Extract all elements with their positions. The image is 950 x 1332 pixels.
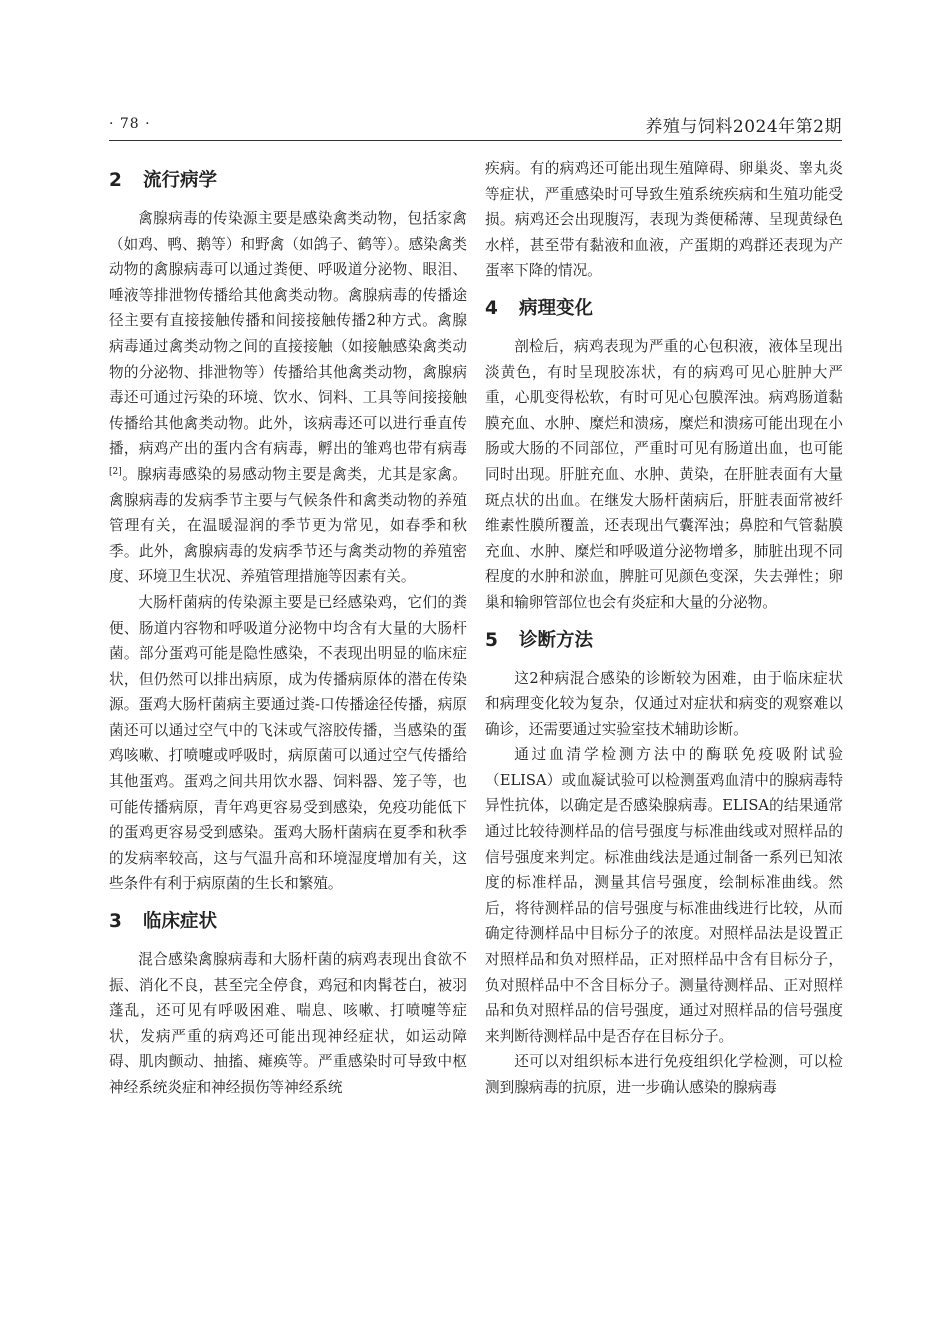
paragraph-clinical-symptoms-1: 混合感染禽腺病毒和大肠杆菌的病鸡表现出食欲不振、消化不良，甚至完全停食，鸡冠和肉髯苍白，被羽蓬乱，还可见有呼吸困难、喘息、咳嗽、打喷嚏等症状，发病严重的病鸡还可能出现神经症状，如运动障碍、肌肉颤动、抽搐、瘫痪等。严重感染时可导致中枢神经系统炎症和神经损伤等神经系统	[109, 951, 467, 1096]
paragraph-epidemiology-2: 大肠杆菌病的传染源主要是已经感染鸡，它们的粪便、肠道内容物和呼吸道分泌物中均含有大量的大肠杆菌。部分蛋鸡可能是隐性感染，不表现出明显的临床症状，但仍然可以排出病原，成为传播病原体的潜在传染源。蛋鸡大肠杆菌病主要通过粪-口传播途径传播，病原菌还可以通过空气中的飞沫或气溶胶传播，当感染的蛋鸡咳嗽、打喷嚏或呼吸时，病原菌可以通过空气传播给其他蛋鸡。蛋鸡之间共用饮水器、饲料器、笼子等，也可能传播病原，青年鸡更容易受到感染，免疫功能低下的蛋鸡更容易受到感染。蛋鸡大肠杆菌病在夏季和秋季的发病率较高，这与气温升高和环境湿度增加有关，这些条件有利于病原菌的生长和繁殖。	[109, 593, 467, 893]
paragraph-text: 。腺病毒感染的易感动物主要是禽类，尤其是家禽。禽腺病毒的发病季节主要与气候条件和禽类动物的养殖管理有关，在温暖湿润的季节更为常见，如春季和秋季。此外，禽腺病毒的发病季节还与禽类动物的养殖密度、环境卫生状况、养殖管理措施等因素有关。	[109, 465, 467, 586]
section-heading-diagnosis	[485, 628, 843, 654]
section-number: 5	[485, 629, 498, 651]
section-heading-clinical-symptoms	[109, 909, 467, 935]
header-rule	[109, 140, 842, 141]
page-number: · 78 ·	[109, 116, 151, 132]
paragraph-diagnosis-1: 这2种病混合感染的诊断较为困难，由于临床症状和病理变化较为复杂，仅通过对症状和病变的观察难以确诊，还需要通过实验室技术辅助诊断。	[485, 669, 843, 738]
citation-ref: [2]	[109, 466, 122, 477]
paragraph-pathology-1: 剖检后，病鸡表现为严重的心包积液，液体呈现出淡黄色，有时呈现胶冻状，有的病鸡可见心脏肿大严重，心肌变得松软，有时可见心包膜浑浊。病鸡肠道黏膜充血、水肿、糜烂和溃疡，糜烂和溃疡可能出现在小肠或大肠的不同部位，严重时可见有肠道出血，也可能同时出现。肝脏充血、水肿、黄染，在肝脏表面有大量斑点状的出血。在继发大肠杆菌病后，肝脏表面常被纤维素性膜所覆盖，还表现出气囊浑浊；鼻腔和气管黏膜充血、水肿、糜烂和呼吸道分泌物增多，肺脏出现不同程度的水肿和淤血，脾脏可见颜色变深，失去弹性；卵巢和输卵管部位也会有炎症和大量的分泌物。	[485, 337, 843, 611]
journal-title: 养殖与饲料2024年第2期	[645, 117, 842, 137]
section-title: 临床症状	[143, 911, 218, 933]
section-number: 2	[109, 170, 122, 191]
paragraph-clinical-symptoms-continued: 疾病。有的病鸡还可能出现生殖障碍、卵巢炎、睾丸炎等症状，严重感染时可导致生殖系统疾病和生殖功能受损。病鸡还会出现腹泻，表现为粪便稀薄、呈现黄绿色水样，甚至带有黏液和血液，产蛋期的鸡群还表现为产蛋率下降的情况。	[485, 160, 843, 280]
section-heading-pathology	[485, 296, 843, 322]
section-number: 4	[485, 297, 498, 319]
section-title: 病理变化	[519, 297, 594, 319]
left-column	[109, 156, 467, 1101]
paragraph-text: 禽腺病毒的传染源主要是感染禽类动物，包括家禽（如鸡、鸭、鹅等）和野禽（如鸽子、鹤等）。感染禽类动物的禽腺病毒可以通过粪便、呼吸道分泌物、眼泪、唾液等排泄物传播给其他禽类动物。禽腺病毒的传播途径主要有直接接触传播和间接接触传播2种方式。禽腺病毒通过禽类动物之间的直接接触（如接触感染禽类动物的分泌物、排泄物等）传播给其他禽类动物，禽腺病毒还可通过污染的环境、饮水、饲料、工具等间接接触传播给其他禽类动物。此外，该病毒还可以进行垂直传播，病鸡产出的蛋内含有病毒，孵出的雏鸡也带有病毒	[109, 210, 467, 458]
paragraph-diagnosis-2: 通过血清学检测方法中的酶联免疫吸附试验（ELISA）或血凝试验可以检测蛋鸡血清中的腺病毒特异性抗体，以确定是否感染腺病毒。ELISA的结果通常通过比较待测样品的信号强度与标准曲线或对照样品的信号强度来判定。标准曲线法是通过制备一系列已知浓度的标准样品，测量其信号强度，绘制标准曲线。然后，将待测样品的信号强度与标准曲线进行比较，从而确定待测样品中目标分子的浓度。对照样品法是设置正对照样品和负对照样品，正对照样品中含有目标分子，负对照样品中不含目标分子。测量待测样品、正对照样品和负对照样品的信号强度，通过对照样品的信号强度来判断待测样品中是否存在目标分子。	[485, 746, 843, 1045]
paragraph-epidemiology-1	[109, 206, 467, 590]
section-title: 流行病学	[143, 170, 218, 191]
right-column	[485, 156, 843, 1101]
running-header	[109, 112, 842, 140]
section-title: 诊断方法	[519, 629, 594, 651]
section-heading-epidemiology	[109, 168, 467, 194]
paragraph-diagnosis-3: 还可以对组织标本进行免疫组织化学检测，可以检测到腺病毒的抗原，进一步确认感染的腺病毒	[485, 1053, 843, 1096]
section-number: 3	[109, 911, 122, 933]
